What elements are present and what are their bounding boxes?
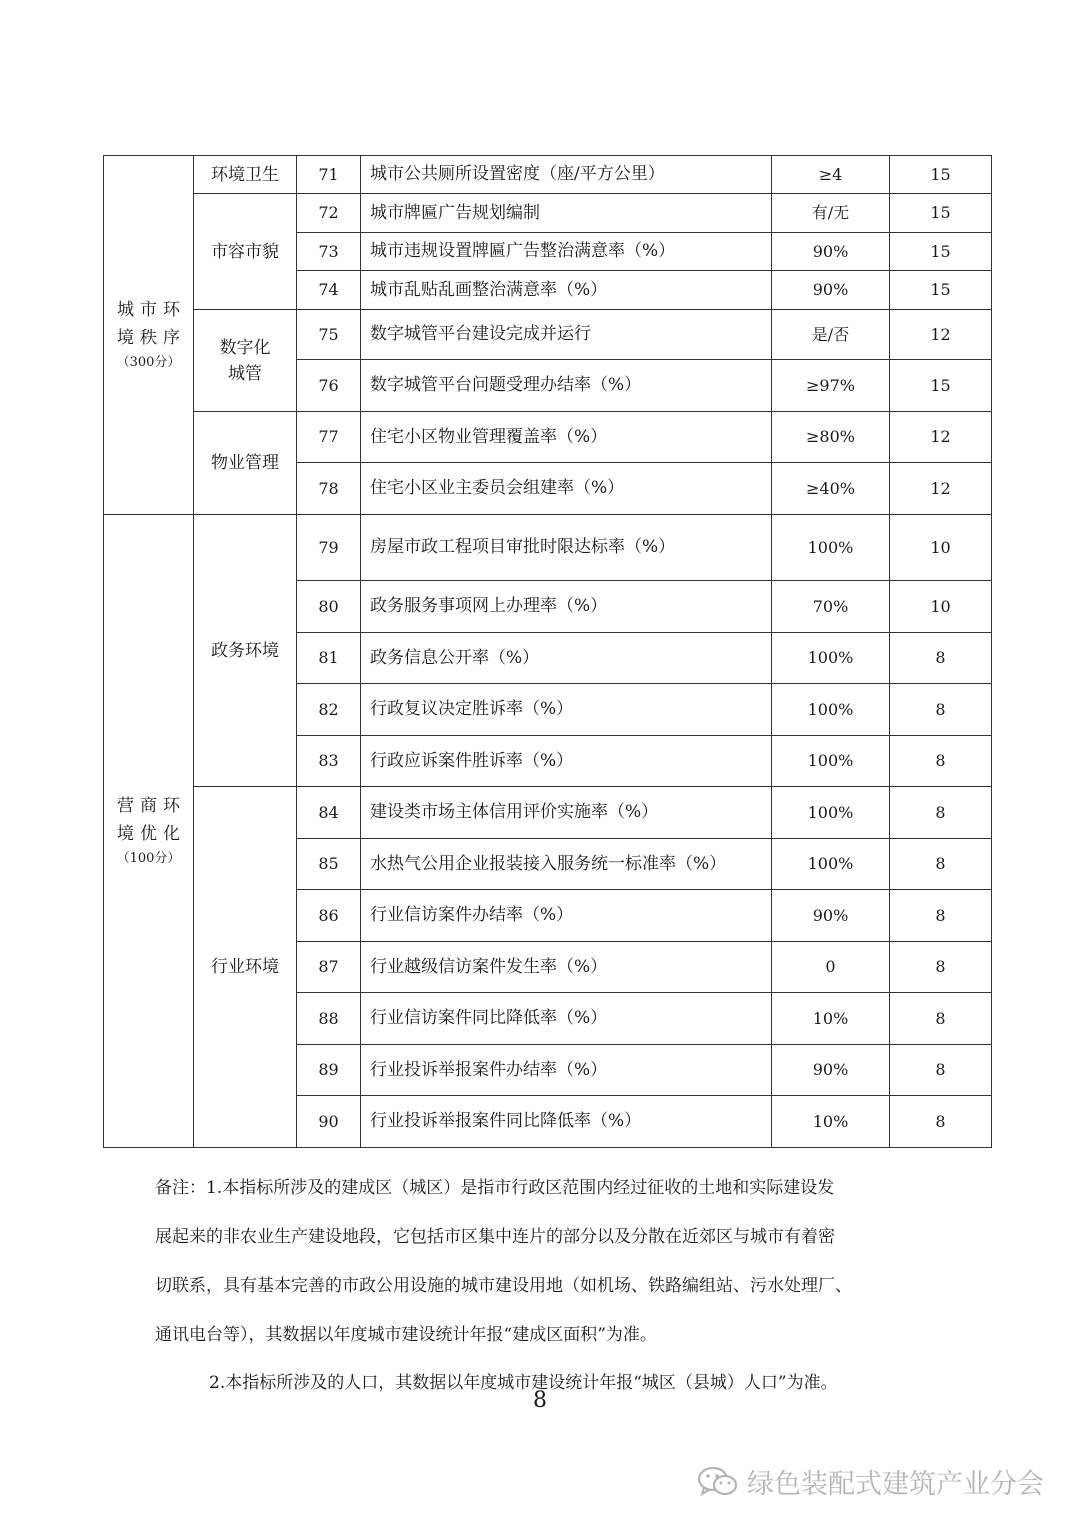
target-value: 100%	[772, 515, 890, 581]
score-value: 8	[890, 993, 992, 1045]
target-value: 90%	[772, 233, 890, 271]
subcategory-cell	[194, 194, 297, 310]
score-value: 8	[890, 890, 992, 942]
category-cell	[104, 156, 194, 515]
row-number: 78	[297, 463, 361, 515]
table-row	[104, 194, 992, 233]
wechat-icon	[697, 1465, 739, 1499]
indicator-name: 行政复议决定胜诉率（%）	[361, 684, 772, 736]
indicator-name: 行业投诉举报案件办结率（%）	[361, 1045, 772, 1096]
watermark	[697, 1462, 1044, 1501]
row-number: 84	[297, 787, 361, 839]
indicator-name: 城市牌匾广告规划编制	[361, 194, 772, 233]
score-value: 15	[890, 194, 992, 233]
indicator-name: 行政应诉案件胜诉率（%）	[361, 736, 772, 787]
target-value: ≥40%	[772, 463, 890, 515]
target-value: ≥4	[772, 156, 890, 194]
subcategory-label-line: 物业管理	[211, 453, 279, 473]
subcategory-label-line: 数字化	[219, 337, 271, 358]
note-line-4: 通讯电台等），其数据以年度城市建设统计年报“建成区面积”为准。	[155, 1325, 657, 1345]
category-cell	[104, 515, 194, 1148]
indicator-name: 住宅小区物业管理覆盖率（%）	[361, 412, 772, 463]
page-number: 8	[533, 1388, 547, 1413]
table-row	[104, 787, 992, 839]
table-row	[104, 310, 992, 360]
table-row	[104, 156, 992, 194]
indicator-name: 政务信息公开率（%）	[361, 633, 772, 684]
score-value: 8	[890, 1045, 992, 1096]
score-value: 15	[890, 233, 992, 271]
target-value: 100%	[772, 684, 890, 736]
target-value: 是/否	[772, 310, 890, 360]
subcategory-label-line: 行业环境	[211, 957, 279, 977]
target-value: 0	[772, 942, 890, 993]
category-label-line: 境优化	[117, 824, 186, 844]
notes	[155, 1164, 945, 1393]
score-value: 12	[890, 412, 992, 463]
subcategory-cell	[194, 412, 297, 515]
target-value: 90%	[772, 890, 890, 942]
indicator-name: 行业信访案件办结率（%）	[361, 890, 772, 942]
subcategory-cell	[194, 156, 297, 194]
indicator-name: 行业投诉举报案件同比降低率（%）	[361, 1096, 772, 1148]
row-number: 77	[297, 412, 361, 463]
indicator-table	[103, 155, 992, 1148]
target-value: 100%	[772, 787, 890, 839]
row-number: 72	[297, 194, 361, 233]
row-number: 85	[297, 839, 361, 890]
subcategory-cell	[194, 515, 297, 787]
score-value: 15	[890, 360, 992, 412]
subcategory-cell	[194, 310, 297, 412]
row-number: 80	[297, 581, 361, 633]
indicator-name: 房屋市政工程项目审批时限达标率（%）	[361, 515, 772, 581]
target-value: 70%	[772, 581, 890, 633]
note-line-1: 备注：1.本指标所涉及的建成区（城区）是指市行政区范围内经过征收的土地和实际建设发	[155, 1178, 835, 1198]
subcategory-label-line: 市容市貌	[211, 241, 279, 262]
target-value: 100%	[772, 633, 890, 684]
category-label-line: （100分）	[116, 851, 181, 866]
score-value: 10	[890, 515, 992, 581]
row-number: 82	[297, 684, 361, 736]
score-value: 12	[890, 310, 992, 360]
row-number: 73	[297, 233, 361, 271]
row-number: 76	[297, 360, 361, 412]
score-value: 10	[890, 581, 992, 633]
row-number: 90	[297, 1096, 361, 1148]
score-value: 8	[890, 736, 992, 787]
indicator-name: 行业越级信访案件发生率（%）	[361, 942, 772, 993]
table-row	[104, 515, 992, 581]
indicator-name: 数字城管平台问题受理办结率（%）	[361, 360, 772, 412]
category-label-line: 境秩序	[117, 328, 186, 348]
indicator-name: 政务服务事项网上办理率（%）	[361, 581, 772, 633]
subcategory-cell	[194, 787, 297, 1148]
subcategory-label-line: 城管	[228, 363, 262, 384]
score-value: 8	[890, 942, 992, 993]
row-number: 79	[297, 515, 361, 581]
target-value: 90%	[772, 271, 890, 310]
indicator-name: 数字城管平台建设完成并运行	[361, 310, 772, 360]
row-number: 71	[297, 156, 361, 194]
target-value: 100%	[772, 839, 890, 890]
indicator-name: 城市违规设置牌匾广告整治满意率（%）	[361, 233, 772, 271]
target-value: ≥80%	[772, 412, 890, 463]
row-number: 86	[297, 890, 361, 942]
score-value: 8	[890, 787, 992, 839]
indicator-name: 水热气公用企业报装接入服务统一标准率（%）	[361, 839, 772, 890]
target-value: 有/无	[772, 194, 890, 233]
target-value: 100%	[772, 736, 890, 787]
score-value: 8	[890, 1096, 992, 1148]
score-value: 8	[890, 684, 992, 736]
row-number: 75	[297, 310, 361, 360]
target-value: 10%	[772, 1096, 890, 1148]
note-line-2: 展起来的非农业生产建设地段，它包括市区集中连片的部分以及分散在近郊区与城市有着密	[155, 1227, 835, 1247]
row-number: 74	[297, 271, 361, 310]
indicator-name: 建设类市场主体信用评价实施率（%）	[361, 787, 772, 839]
row-number: 87	[297, 942, 361, 993]
category-label-line: 城市环	[117, 300, 186, 320]
category-label-line: 营商环	[117, 796, 186, 816]
watermark-text: 绿色装配式建筑产业分会	[747, 1469, 1044, 1500]
subcategory-label-line: 环境卫生	[211, 164, 279, 185]
row-number: 88	[297, 993, 361, 1045]
target-value: 10%	[772, 993, 890, 1045]
row-number: 81	[297, 633, 361, 684]
score-value: 15	[890, 156, 992, 194]
target-value: 90%	[772, 1045, 890, 1096]
category-label-line: （300分）	[116, 355, 181, 370]
indicator-name: 行业信访案件同比降低率（%）	[361, 993, 772, 1045]
target-value: ≥97%	[772, 360, 890, 412]
score-value: 12	[890, 463, 992, 515]
score-value: 8	[890, 839, 992, 890]
row-number: 89	[297, 1045, 361, 1096]
indicator-name: 城市乱贴乱画整治满意率（%）	[361, 271, 772, 310]
row-number: 83	[297, 736, 361, 787]
table-row	[104, 412, 992, 463]
indicator-name: 住宅小区业主委员会组建率（%）	[361, 463, 772, 515]
score-value: 8	[890, 633, 992, 684]
note-2: 2.本指标所涉及的人口，其数据以年度城市建设统计年报“城区（县城）人口”为准。	[209, 1373, 838, 1393]
indicator-name: 城市公共厕所设置密度（座/平方公里）	[361, 156, 772, 194]
note-line-3: 切联系，具有基本完善的市政公用设施的城市建设用地（如机场、铁路编组站、污水处理厂、	[155, 1276, 852, 1296]
subcategory-label-line: 政务环境	[211, 640, 279, 661]
score-value: 15	[890, 271, 992, 310]
